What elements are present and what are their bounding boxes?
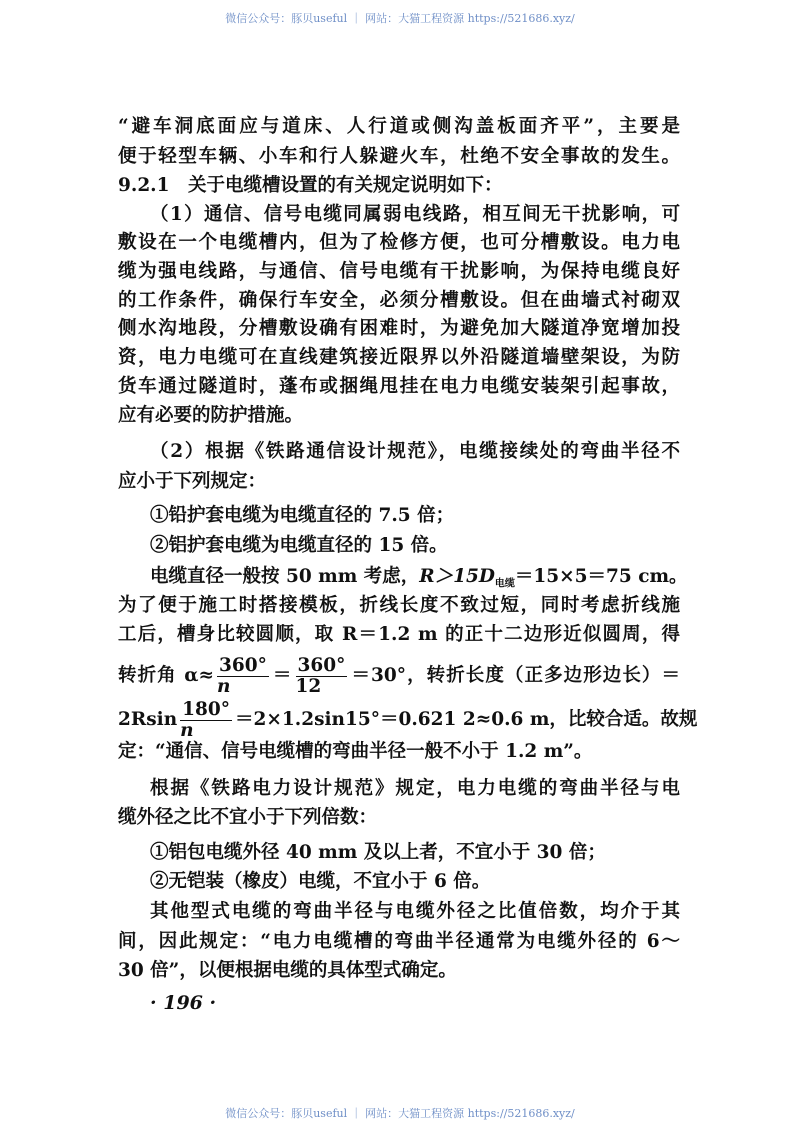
fraction: $\frac{360^\circ}{12}$ xyxy=(295,654,346,697)
text-line: 间，因此规定：“电力电缆槽的弯曲半径通常为电缆外径的 6～ xyxy=(118,931,680,952)
text-line: 工后，槽身比较圆顺，取 R＝1.2 m 的正十二边形近似圆周，得 xyxy=(118,624,680,645)
formula-line-2: 转折角 α≈ $\frac{360^\circ}{n}$ ＝ $\frac{360^\circ}{12}$ ＝30°，转折长度（正多边形边长）＝ xyxy=(118,654,680,697)
text-line: 资，电力电缆可在直线建筑接近限界以外沿隧道墙壁架设，为防 xyxy=(118,347,680,368)
text-line: 货车通过隧道时，蓬布或捆绳甩挂在电力电缆安装架引起事故， xyxy=(118,376,680,397)
page-number: · 196 · xyxy=(150,992,217,1014)
formula-line-3: 2Rsin $\frac{180^\circ}{n}$ ＝2×1.2sin15°＝0.621 2≈0.6 m，比较合适。故规 xyxy=(118,698,698,741)
text-line: 的工作条件，确保行车安全，必须分槽敷设。但在曲墙式衬砌双 xyxy=(118,290,680,311)
text-line: 定：“通信、信号电缆槽的弯曲半径一般不小于 1.2 m”。 xyxy=(118,741,593,762)
fraction: $\frac{360^\circ}{n}$ xyxy=(216,654,267,697)
text-line: 30 倍”，以便根据电缆的具体型式确定。 xyxy=(118,960,457,981)
text-line: ②无铠装（橡皮）电缆，不宜小于 6 倍。 xyxy=(150,871,491,892)
text-line: 应有必要的防护措施。 xyxy=(118,405,304,426)
text-line: 敷设在一个电缆槽内，但为了检修方便，也可分槽敷设。电力电 xyxy=(118,232,680,253)
watermark-top: 微信公众号：豚贝useful ｜ 网站：大猫工程资源 https://521686.xyz/ xyxy=(225,12,575,25)
text-line: 便于轻型车辆、小车和行人躲避火车，杜绝不安全事故的发生。 xyxy=(118,146,680,167)
text-line: 缆外径之比不宜小于下列倍数： xyxy=(118,807,378,828)
text-line: 其他型式电缆的弯曲半径与电缆外径之比值倍数，均介于其 xyxy=(150,901,680,922)
text-line: 根据《铁路电力设计规范》规定，电力电缆的弯曲半径与电 xyxy=(150,778,680,799)
fraction: $\frac{180^\circ}{n}$ xyxy=(180,698,231,741)
text-line: 侧水沟地段，分槽敷设确有困难时，为避免加大隧道净宽增加投 xyxy=(118,318,680,339)
section-heading: 9.2.1 关于电缆槽设置的有关规定说明如下： xyxy=(118,175,503,196)
formula-line-1: 电缆直径一般按 50 mm 考虑，$R>15D_{电缆}=15\times 5=75$ cm。 xyxy=(150,566,688,590)
text-line: ①铝包电缆外径 40 mm 及以上者，不宜小于 30 倍； xyxy=(150,842,606,863)
text-line: 缆为强电线路，与通信、信号电缆有干扰影响，为保持电缆良好 xyxy=(118,261,680,282)
text-line: 为了便于施工时搭接模板，折线长度不致过短，同时考虑折线施 xyxy=(118,595,680,616)
text-line: “避车洞底面应与道床、人行道或侧沟盖板面齐平”，主要是 xyxy=(118,116,680,137)
watermark-bottom: 微信公众号：豚贝useful ｜ 网站：大猫工程资源 https://521686.xyz/ xyxy=(225,1107,575,1120)
text-line: （2）根据《铁路通信设计规范》，电缆接续处的弯曲半径不 xyxy=(150,441,680,462)
text-line: ②铝护套电缆为电缆直径的 15 倍。 xyxy=(150,535,448,556)
text-line: （1）通信、信号电缆同属弱电线路，相互间无干扰影响，可 xyxy=(150,204,680,225)
text-line: ①铅护套电缆为电缆直径的 7.5 倍； xyxy=(150,505,455,526)
text-line: 应小于下列规定： xyxy=(118,471,267,492)
